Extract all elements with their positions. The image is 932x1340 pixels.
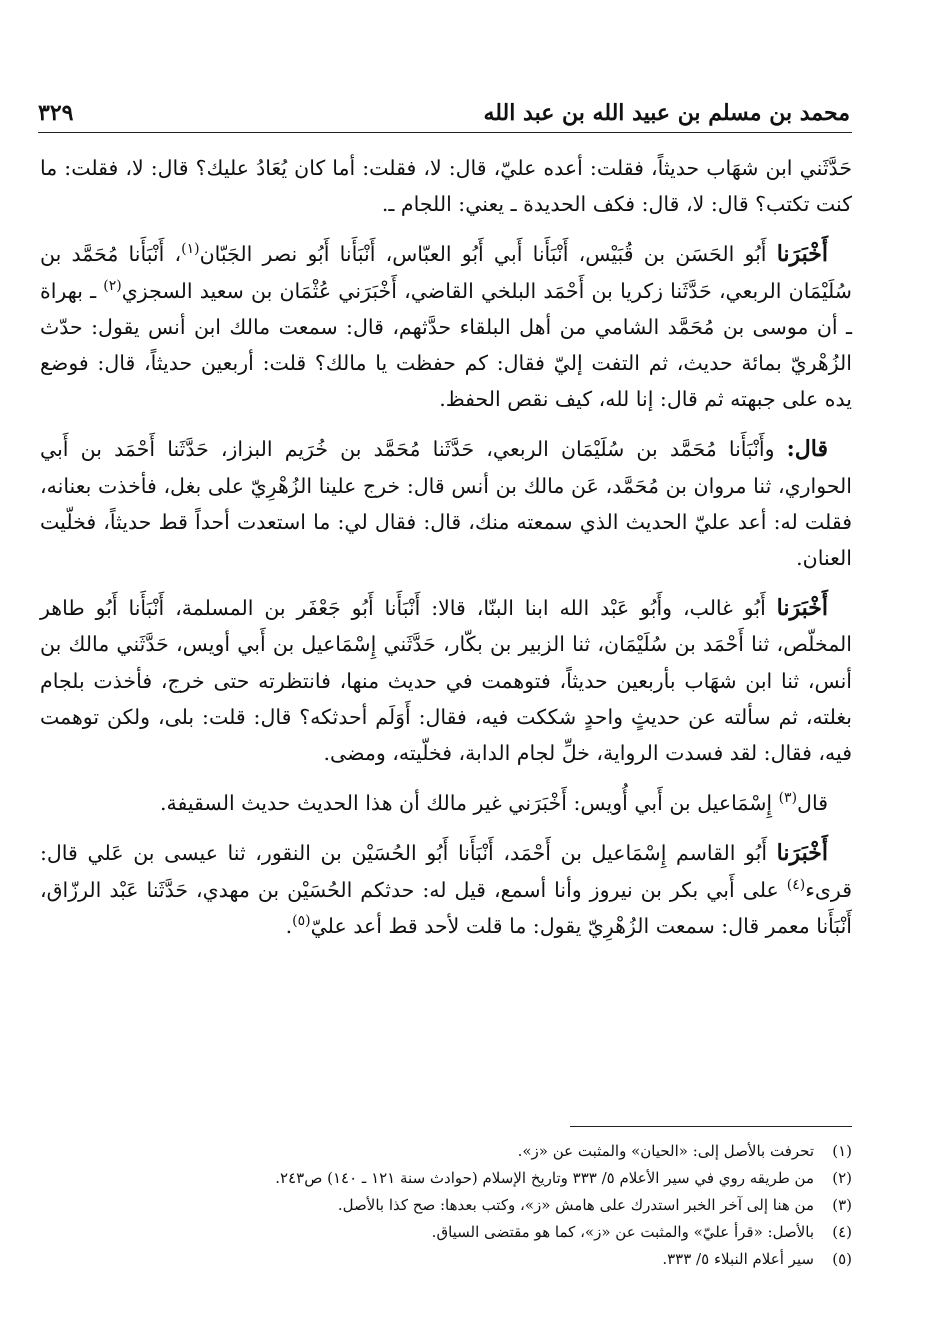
paragraph-lead-word: أَخْبَرَنا (776, 241, 829, 268)
paragraph-text: حَدَّثَني ابن شهَاب حديثاً، فقلت: أعده عليّ، قال: لا، فقلت: أما كان يُعَادُ عليك؟ قال: لا، فقلت: ما كنت تكتب؟ قال: لا، قال: فكف الحديدة ـ يعني: اللجام ـ. (40, 156, 852, 217)
paragraph-text: وأَنْبَأَنا مُحَمَّد بن سُلَيْمَان الربعي، حَدَّثَنا مُحَمَّد بن خُرَيم البزاز، حَدَّثَنا أَحْمَد بن أَبي الحواري، ثنا مروان بن مُحَمَّد، عَن مالك بن أنس قال: خرج علينا الزُهْرِيّ على بغل، فأخذت بعنانه، فقلت له: أعد عليّ الحديث الذي سمعته منك، قال: فقال لي: ما استعدت أحداً قط حديثاً، فخلّيت العنان. (40, 437, 852, 571)
footnote-ref: (٥) (292, 913, 311, 930)
paragraph-text: أَبُو الحَسَن بن قُبَيْس، أَنْبَأَنا أَبي أَبُو العبّاس، أَنْبَأَنا أَبُو نصر الجَبّان (199, 242, 777, 267)
footnote-number: (١) (832, 1142, 852, 1160)
paragraph (40, 236, 852, 417)
paragraph-text: إِسْمَاعيل بن أَبي أُويس: أَخْبَرَني غير مالك أن هذا الحديث حديث السقيفة. (159, 791, 779, 816)
paragraph-text: ، أَنْبَأَنا مُحَمَّد بن سُلَيْمَان الربعي، حَدَّثَنا زكريا بن أَحْمَد البلخي القاضي، أَخْبَرَني عُثْمَان بن سعيد السجزي (40, 242, 852, 303)
footnote-text: تحرفت بالأصل إلى: «الحيان» والمثبت عن «ز». (517, 1142, 814, 1160)
footnote-text: من طريقه روي في سير الأعلام ٥/ ٣٣٣ وتاريخ الإسلام (حوادث سنة ١٢١ ـ ١٤٠) ص٢٤٣. (275, 1169, 814, 1187)
paragraph-lead-word: قال: (786, 436, 828, 463)
footnote-number: (٤) (832, 1223, 852, 1241)
paragraph-text: قال (797, 791, 828, 816)
paragraph-text: أَبُو القاسم إِسْمَاعيل بن أَحْمَد، أَنْبَأَنا أَبُو الحُسَيْن بن النقور، ثنا عيسى بن عَلي قال: قرىء (40, 841, 852, 902)
footnote-ref: (٢) (103, 277, 122, 294)
footnote-ref: (٣) (778, 790, 798, 807)
footnote-ref: (٤) (786, 876, 806, 893)
footnote (40, 1219, 852, 1246)
page-number: ٣٢٩ (38, 100, 74, 126)
paragraph-lead-word: أَخْبَرَنا (776, 840, 828, 867)
footnote-number: (٢) (832, 1169, 852, 1187)
footnote-number: (٣) (832, 1196, 852, 1214)
main-text (40, 150, 852, 958)
footnote (40, 1246, 852, 1273)
running-title: محمد بن مسلم بن عبيد الله بن عبد الله (483, 100, 850, 126)
paragraph-text: ـ بهراة ـ أن موسى بن مُحَمَّد الشامي من أهل البلقاء حدَّثهم، قال: سمعت مالك ابن أنس يقول: حدّث الزُهْريّ بمائة حديث، ثم التفت إليّ فقال: كم حفظت يا مالك؟ قلت: أربعين حديثاً، قال: فوضع يده على جبهته ثم قال: إنا لله، كيف نقص الحفظ. (40, 278, 852, 412)
running-header (38, 92, 850, 126)
paragraph (40, 785, 852, 821)
footnote (40, 1192, 852, 1219)
footnote-ref: (١) (181, 241, 200, 258)
paragraph (40, 590, 852, 771)
paragraph-text: . (285, 913, 293, 938)
paragraph-lead-word: أَخْبَرَنا (776, 595, 828, 622)
header-rule (38, 132, 852, 133)
footnote-rule (570, 1126, 852, 1127)
footnote (40, 1138, 852, 1165)
paragraph-text: على أَبي بكر بن نيروز وأنا أسمع، قيل له: حدثكم الحُسَيْن بن مهدي، حَدَّثَنا عَبْد الرزّاق، أَنْبَأَنا معمر قال: سمعت الزُهْرِيّ يقول: ما قلت لأحد قط أعد عليّ (40, 877, 852, 938)
paragraph (40, 431, 852, 576)
footnote-text: من هنا إلى آخر الخبر استدرك على هامش «ز»، وكتب بعدها: صح كذا بالأصل. (337, 1196, 814, 1214)
paragraph-text: أَبُو غالب، وأَبُو عَبْد الله ابنا البنّا، قالا: أَنْبَأَنا أَبُو جَعْفَر بن المسلمة، أَنْبَأَنا أَبُو طاهر المخلّص، ثنا أَحْمَد بن سُلَيْمَان، ثنا الزبير بن بكّار، حَدَّثَني إِسْمَاعيل بن أَبي أويس، حَدَّثَني مالك بن أنس، ثنا ابن شهَاب بأربعين حديثاً، فتوهمت في حديث منها، فانتظرته حتى خرج، فأخذت بلجام بغلته، ثم سألته عن حديثٍ واحدٍ شككت فيه، فقال: أَوَلَم أحدثكه؟ قال: قلت: بلى، ولكن توهمت فيه، فقال: لقد فسدت الرواية، خلِّ لجام الدابة، فخلّيته، ومضى. (40, 596, 852, 766)
footnote-text: سير أعلام النبلاء ٥/ ٣٣٣. (662, 1250, 814, 1268)
footnote-text: بالأصل: «قرأ عليّ» والمثبت عن «ز»، كما هو مقتضى السياق. (431, 1223, 814, 1241)
footnote (40, 1165, 852, 1192)
paragraph (40, 150, 852, 222)
paragraph (40, 835, 852, 944)
footnote-number: (٥) (832, 1250, 852, 1268)
footnotes (40, 1138, 852, 1273)
